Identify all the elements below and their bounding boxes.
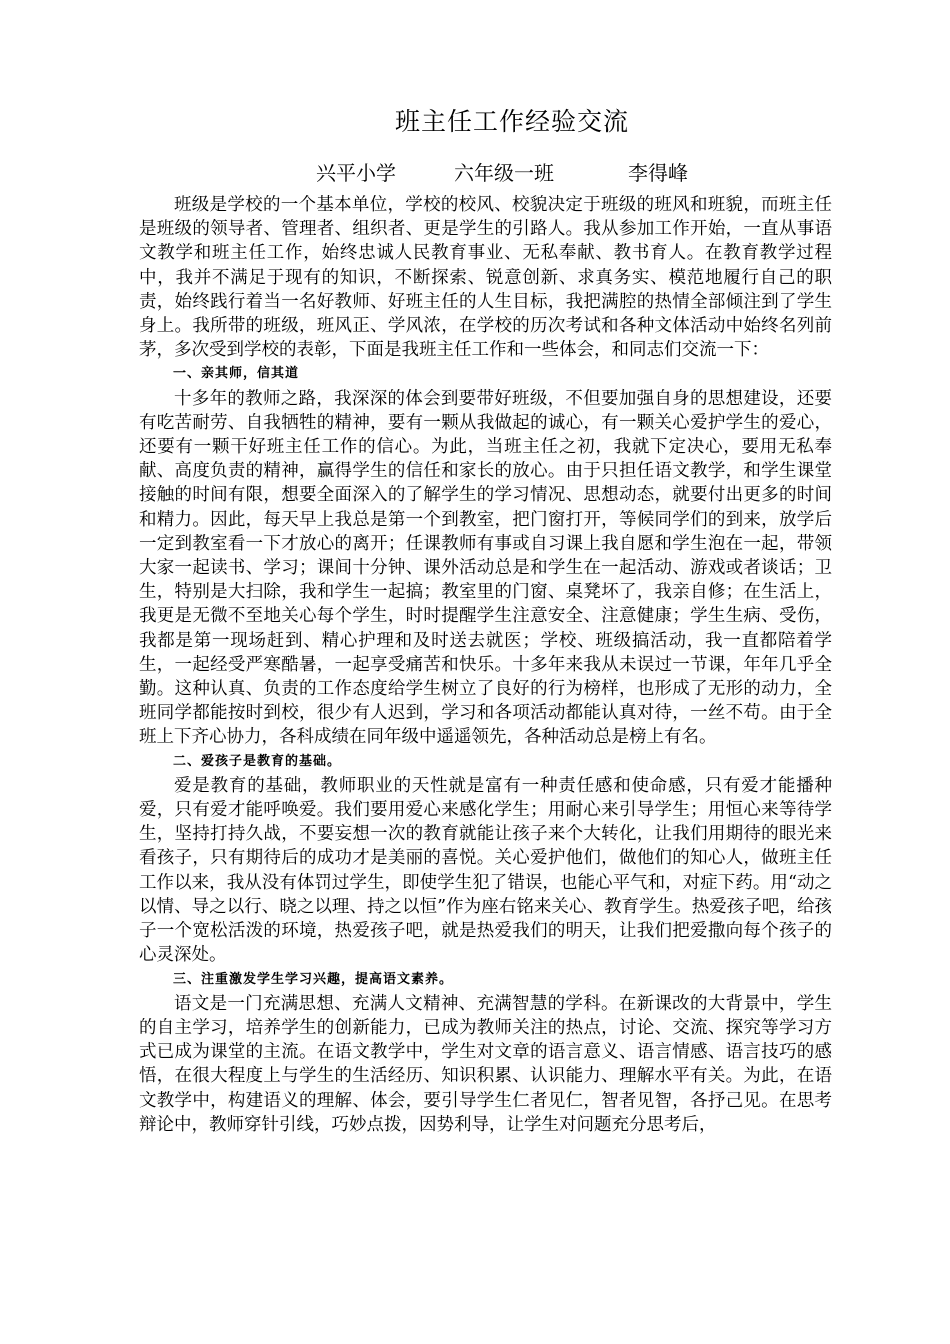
section-paragraph-3: 语文是一门充满思想、充满人文精神、充满智慧的学科。在新课改的大背景中，学生的自主学习，培养学生的创新能力，已成为教师关注的热点，讨论、交流、探究等学习方式已成为课堂的主流。在语文教学中，学生对文章的语言意义、语言情感、语言技巧的感悟，在很大程度上与学生的生活经历、知识积累、认识能力、理解水平有关。为此，在语文教学中，构建语义的理解、体会，要引导学生仁者见仁，智者见智，各抒己见。在思考辩论中，教师穿针引线，巧妙点拨，因势利导，让学生对问题充分思考后，	[139, 993, 832, 1135]
section-paragraph-2: 爱是教育的基础，教师职业的天性就是富有一种责任感和使命感，只有爱才能播种爱，只有爱才能呼唤爱。我们要用爱心来感化学生；用耐心来引导学生；用恒心来等待学生，坚持打持久战，不要妄想一次的教育就能让孩子来个大转化，让我们用期待的眼光来看孩子，只有期待后的成功才是美丽的喜悦。关心爱护他们，做他们的知心人，做班主任工作以来，我从没有体罚过学生，即使学生犯了错误，也能心平气和，对症下药。用“动之以情、导之以行、晓之以理、持之以恒”作为座右铭来关心、教育学生。热爱孩子吧，给孩子一个宽松活泼的环境，热爱孩子吧，就是热爱我们的明天，让我们把爱撒向每个孩子的心灵深处。	[139, 775, 832, 966]
author-name: 李得峰	[628, 161, 688, 185]
section-heading-2: 二、爱孩子是教育的基础。	[173, 753, 342, 769]
section-paragraph-1: 十多年的教师之路，我深深的体会到要带好班级，不但要加强自身的思想建设，还要有吃苦耐劳、自我牺牲的精神，要有一颗从我做起的诚心，有一颗关心爱护学生的爱心，还要有一颗干好班主任工作的信心。为此，当班主任之初，我就下定决心，要用无私奉献、高度负责的精神，赢得学生的信任和家长的放心。由于只担任语文教学，和学生课堂接触的时间有限，想要全面深入的了解学生的学习情况、思想动态，就要付出更多的时间和精力。因此，每天早上我总是第一个到教室，把门窗打开，等候同学们的到来，放学后一定到教室看一下才放心的离开；任课教师有事或自习课上我自愿和学生泡在一起，带领大家一起读书、学习；课间十分钟、课外活动总是和学生在一起活动、游戏或者谈话；卫生，特别是大扫除，我和学生一起搞；教室里的门窗、桌凳坏了，我亲自修；在生活上，我更是无微不至地关心每个学生，时时提醒学生注意安全、注意健康；学生生病、受伤，我都是第一现场赶到、精心护理和及时送去就医；学校、班级搞活动，我一直都陪着学生，一起经受严寒酷暑，一起享受痛苦和快乐。十多年来我从未误过一节课，年年几乎全勤。这种认真、负责的工作态度给学生树立了良好的行为榜样，也形成了无形的动力，全班同学都能按时到校，很少有人迟到，学习和各项活动都能认真对待，一丝不苟。由于全班上下齐心协力，各科成绩在同年级中遥遥领先，各种活动总是榜上有名。	[139, 388, 832, 748]
document-body	[139, 193, 832, 1137]
document-subtitle	[316, 158, 688, 188]
section-heading-1: 一、亲其师，信其道	[173, 366, 300, 382]
school-name: 兴平小学	[316, 161, 396, 185]
class-name: 六年级一班	[454, 161, 554, 185]
document-title: 班主任工作经验交流	[394, 107, 629, 136]
intro-paragraph: 班级是学校的一个基本单位，学校的校风、校貌决定于班级的班风和班貌，而班主任是班级的领导者、管理者、组织者、更是学生的引路人。我从参加工作开始，一直从事语文教学和班主任工作，始终忠诚人民教育事业、无私奉献、教书育人。在教育教学过程中，我并不满足于现有的知识，不断探索、锐意创新、求真务实、模范地履行自己的职责，始终践行着当一名好教师、好班主任的人生目标，我把满腔的热情全部倾注到了学生身上。我所带的班级，班风正、学风浓，在学校的历次考试和各种文体活动中始终名列前茅，多次受到学校的表彰，下面是我班主任工作和一些体会，和同志们交流一下：	[139, 195, 832, 361]
section-heading-3: 三、注重激发学生学习兴趣，提高语文素养。	[173, 971, 454, 987]
